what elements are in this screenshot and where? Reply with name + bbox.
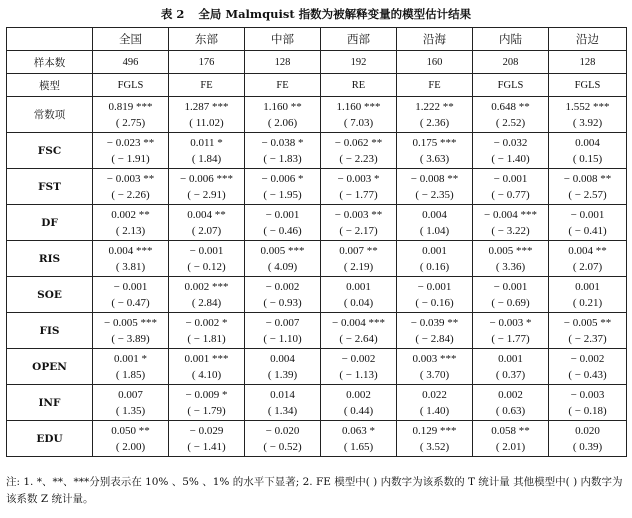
coefficient-value: − 0.006 * bbox=[261, 172, 304, 185]
sample-size-cell: 176 bbox=[169, 51, 245, 74]
column-header: 全国 bbox=[93, 28, 169, 51]
coefficient-row bbox=[7, 169, 627, 205]
coefficient-value: 0.050 ** bbox=[111, 424, 150, 437]
model-cell: RE bbox=[321, 74, 397, 97]
test-statistic-value: ( 1.85) bbox=[115, 368, 146, 381]
coefficient-value: − 0.002 bbox=[341, 352, 376, 365]
row-label: 模型 bbox=[7, 74, 93, 97]
test-statistic-value: ( 0.15) bbox=[572, 152, 603, 165]
coefficient-value: 0.020 bbox=[575, 424, 600, 437]
test-statistic-value: ( 3.70) bbox=[419, 368, 450, 381]
coefficient-value: − 0.001 bbox=[493, 172, 528, 185]
estimate-cell bbox=[169, 277, 245, 313]
estimate-cell bbox=[397, 349, 473, 385]
model-cell: FE bbox=[169, 74, 245, 97]
test-statistic-value: ( − 0.43) bbox=[568, 368, 607, 381]
coefficient-value: − 0.001 bbox=[189, 244, 224, 257]
header-corner bbox=[7, 28, 93, 51]
test-statistic-value: ( − 1.81) bbox=[187, 332, 226, 345]
test-statistic-value: ( − 0.16) bbox=[415, 296, 454, 309]
test-statistic-value: ( − 0.47) bbox=[111, 296, 150, 309]
test-statistic-value: ( − 0.52) bbox=[263, 440, 302, 453]
coefficient-value: − 0.020 bbox=[265, 424, 300, 437]
coefficient-value: 0.003 *** bbox=[412, 352, 457, 365]
estimate-cell bbox=[321, 277, 397, 313]
coefficient-value: − 0.003 ** bbox=[106, 172, 155, 185]
estimate-cell bbox=[245, 313, 321, 349]
estimate-cell bbox=[473, 169, 549, 205]
test-statistic-value: ( 3.92) bbox=[572, 116, 603, 129]
coefficient-value: 0.004 ** bbox=[568, 244, 607, 257]
test-statistic-value: ( − 0.41) bbox=[568, 224, 607, 237]
coefficient-value: − 0.002 bbox=[570, 352, 605, 365]
coefficient-value: 0.175 *** bbox=[412, 136, 457, 149]
estimate-cell bbox=[93, 205, 169, 241]
test-statistic-value: ( 2.13) bbox=[115, 224, 146, 237]
row-label: SOE bbox=[7, 277, 93, 313]
model-cell: FE bbox=[245, 74, 321, 97]
coefficient-value: 0.004 *** bbox=[108, 244, 153, 257]
test-statistic-value: ( 2.00) bbox=[115, 440, 146, 453]
test-statistic-value: ( 0.39) bbox=[572, 440, 603, 453]
column-header: 西部 bbox=[321, 28, 397, 51]
estimate-cell bbox=[169, 241, 245, 277]
coefficient-value: − 0.008 ** bbox=[410, 172, 459, 185]
test-statistic-value: ( 11.02) bbox=[189, 116, 224, 129]
estimate-cell bbox=[245, 349, 321, 385]
estimate-cell bbox=[245, 205, 321, 241]
estimate-cell bbox=[93, 133, 169, 169]
estimate-cell bbox=[473, 385, 549, 421]
test-statistic-value: ( 4.09) bbox=[267, 260, 298, 273]
model-row bbox=[7, 74, 627, 97]
estimate-cell bbox=[321, 241, 397, 277]
coefficient-value: 0.004 bbox=[422, 208, 447, 221]
coefficient-value: 0.007 bbox=[118, 388, 143, 401]
coefficient-row bbox=[7, 133, 627, 169]
test-statistic-value: ( 3.52) bbox=[419, 440, 450, 453]
estimate-cell bbox=[473, 277, 549, 313]
coefficient-value: 0.002 bbox=[346, 388, 371, 401]
coefficient-value: − 0.001 bbox=[570, 208, 605, 221]
table-caption bbox=[0, 6, 632, 22]
test-statistic-value: ( 1.04) bbox=[419, 224, 450, 237]
test-statistic-value: ( 2.19) bbox=[343, 260, 374, 273]
coefficient-value: − 0.009 * bbox=[185, 388, 228, 401]
test-statistic-value: ( 1.84) bbox=[191, 152, 222, 165]
test-statistic-value: ( − 1.77) bbox=[339, 188, 378, 201]
test-statistic-value: ( 1.35) bbox=[115, 404, 146, 417]
test-statistic-value: ( 4.10) bbox=[191, 368, 222, 381]
coefficient-value: − 0.038 * bbox=[261, 136, 304, 149]
coefficient-value: − 0.039 ** bbox=[410, 316, 459, 329]
estimate-cell bbox=[169, 349, 245, 385]
estimate-cell bbox=[397, 133, 473, 169]
coefficient-value: − 0.008 ** bbox=[563, 172, 612, 185]
test-statistic-value: ( − 2.84) bbox=[415, 332, 454, 345]
coefficient-value: 0.002 bbox=[498, 388, 523, 401]
coefficient-value: 0.014 bbox=[270, 388, 295, 401]
test-statistic-value: ( − 0.46) bbox=[263, 224, 302, 237]
estimate-cell bbox=[169, 205, 245, 241]
test-statistic-value: ( 2.07) bbox=[572, 260, 603, 273]
column-header: 沿边 bbox=[549, 28, 627, 51]
estimate-cell bbox=[93, 421, 169, 457]
estimate-cell bbox=[321, 385, 397, 421]
test-statistic-value: ( − 2.26) bbox=[111, 188, 150, 201]
estimate-cell bbox=[93, 385, 169, 421]
estimate-cell bbox=[549, 241, 627, 277]
coefficient-value: − 0.001 bbox=[265, 208, 300, 221]
coefficient-value: 1.287 *** bbox=[184, 100, 229, 113]
test-statistic-value: ( − 2.57) bbox=[568, 188, 607, 201]
regression-table bbox=[6, 27, 627, 457]
estimate-cell bbox=[397, 421, 473, 457]
coefficient-value: 1.222 ** bbox=[415, 100, 454, 113]
estimate-cell bbox=[397, 205, 473, 241]
estimate-cell bbox=[321, 313, 397, 349]
test-statistic-value: ( 2.36) bbox=[419, 116, 450, 129]
coefficient-value: − 0.002 bbox=[265, 280, 300, 293]
estimate-cell bbox=[473, 349, 549, 385]
row-label: DF bbox=[7, 205, 93, 241]
row-label: FST bbox=[7, 169, 93, 205]
header-row bbox=[7, 28, 627, 51]
coefficient-value: − 0.007 bbox=[265, 316, 300, 329]
row-label: 常数项 bbox=[7, 97, 93, 133]
test-statistic-value: ( − 1.77) bbox=[491, 332, 530, 345]
sample-size-cell: 160 bbox=[397, 51, 473, 74]
estimate-cell bbox=[473, 241, 549, 277]
model-cell: FE bbox=[397, 74, 473, 97]
estimate-cell bbox=[93, 277, 169, 313]
test-statistic-value: ( 2.52) bbox=[495, 116, 526, 129]
estimate-cell bbox=[321, 97, 397, 133]
coefficient-row bbox=[7, 349, 627, 385]
test-statistic-value: ( − 1.83) bbox=[263, 152, 302, 165]
estimate-cell bbox=[549, 97, 627, 133]
estimate-cell bbox=[321, 169, 397, 205]
column-header: 沿海 bbox=[397, 28, 473, 51]
test-statistic-value: ( − 3.89) bbox=[111, 332, 150, 345]
test-statistic-value: ( 3.63) bbox=[419, 152, 450, 165]
test-statistic-value: ( 2.75) bbox=[115, 116, 146, 129]
sample-size-cell: 496 bbox=[93, 51, 169, 74]
coefficient-value: − 0.002 * bbox=[185, 316, 228, 329]
test-statistic-value: ( 2.06) bbox=[267, 116, 298, 129]
estimate-cell bbox=[397, 385, 473, 421]
coefficient-value: − 0.062 ** bbox=[334, 136, 383, 149]
coefficient-value: 0.648 ** bbox=[491, 100, 530, 113]
row-label: FIS bbox=[7, 313, 93, 349]
coefficient-value: 0.001 bbox=[575, 280, 600, 293]
estimate-cell bbox=[245, 169, 321, 205]
test-statistic-value: ( 1.39) bbox=[267, 368, 298, 381]
coefficient-value: − 0.029 bbox=[189, 424, 224, 437]
row-label: INF bbox=[7, 385, 93, 421]
estimate-cell bbox=[549, 349, 627, 385]
sample-size-cell: 192 bbox=[321, 51, 397, 74]
test-statistic-value: ( 1.40) bbox=[419, 404, 450, 417]
coefficient-value: 0.011 * bbox=[190, 136, 223, 149]
test-statistic-value: ( − 1.95) bbox=[263, 188, 302, 201]
coefficient-value: − 0.001 bbox=[493, 280, 528, 293]
coefficient-value: − 0.001 bbox=[113, 280, 148, 293]
test-statistic-value: ( − 0.93) bbox=[263, 296, 302, 309]
estimate-cell bbox=[169, 133, 245, 169]
estimate-cell bbox=[473, 313, 549, 349]
coefficient-value: 0.002 *** bbox=[184, 280, 229, 293]
sample-size-cell: 128 bbox=[245, 51, 321, 74]
estimate-cell bbox=[549, 421, 627, 457]
estimate-cell bbox=[321, 133, 397, 169]
coefficient-value: 0.004 bbox=[575, 136, 600, 149]
test-statistic-value: ( − 2.37) bbox=[568, 332, 607, 345]
test-statistic-value: ( − 0.12) bbox=[187, 260, 226, 273]
coefficient-value: − 0.023 ** bbox=[106, 136, 155, 149]
coefficient-value: 0.001 bbox=[346, 280, 371, 293]
test-statistic-value: ( 0.37) bbox=[495, 368, 526, 381]
model-cell: FGLS bbox=[549, 74, 627, 97]
estimate-cell bbox=[397, 241, 473, 277]
test-statistic-value: ( − 3.22) bbox=[491, 224, 530, 237]
coefficient-value: − 0.003 * bbox=[337, 172, 380, 185]
estimate-cell bbox=[473, 421, 549, 457]
test-statistic-value: ( 2.84) bbox=[191, 296, 222, 309]
coefficient-value: 0.001 bbox=[498, 352, 523, 365]
coefficient-value: 0.002 ** bbox=[111, 208, 150, 221]
coefficient-value: 0.007 ** bbox=[339, 244, 378, 257]
coefficient-value: − 0.032 bbox=[493, 136, 528, 149]
estimate-cell bbox=[93, 97, 169, 133]
test-statistic-value: ( 3.81) bbox=[115, 260, 146, 273]
test-statistic-value: ( − 2.35) bbox=[415, 188, 454, 201]
estimate-cell bbox=[397, 277, 473, 313]
sample-size-cell: 208 bbox=[473, 51, 549, 74]
coefficient-value: 0.001 * bbox=[114, 352, 147, 365]
test-statistic-value: ( − 1.79) bbox=[187, 404, 226, 417]
coefficient-row bbox=[7, 277, 627, 313]
test-statistic-value: ( 0.63) bbox=[495, 404, 526, 417]
estimate-cell bbox=[169, 385, 245, 421]
estimate-cell bbox=[549, 133, 627, 169]
test-statistic-value: ( 0.44) bbox=[343, 404, 374, 417]
estimate-cell bbox=[397, 169, 473, 205]
coefficient-row bbox=[7, 385, 627, 421]
test-statistic-value: ( 7.03) bbox=[343, 116, 374, 129]
sample-size-cell: 128 bbox=[549, 51, 627, 74]
estimate-cell bbox=[245, 97, 321, 133]
coefficient-value: 0.001 bbox=[422, 244, 447, 257]
test-statistic-value: ( 1.65) bbox=[343, 440, 374, 453]
test-statistic-value: ( − 0.69) bbox=[491, 296, 530, 309]
test-statistic-value: ( − 1.13) bbox=[339, 368, 378, 381]
test-statistic-value: ( 0.21) bbox=[572, 296, 603, 309]
coefficient-value: − 0.005 ** bbox=[563, 316, 612, 329]
coefficient-value: 0.005 *** bbox=[488, 244, 533, 257]
test-statistic-value: ( 2.07) bbox=[191, 224, 222, 237]
estimate-cell bbox=[93, 313, 169, 349]
coefficient-value: − 0.001 bbox=[417, 280, 452, 293]
coefficient-value: 0.129 *** bbox=[412, 424, 457, 437]
coefficient-value: 1.552 *** bbox=[565, 100, 610, 113]
coefficient-row bbox=[7, 97, 627, 133]
estimate-cell bbox=[245, 421, 321, 457]
coefficient-value: − 0.003 * bbox=[489, 316, 532, 329]
estimate-cell bbox=[93, 241, 169, 277]
coefficient-value: 1.160 ** bbox=[263, 100, 302, 113]
coefficient-value: 0.058 ** bbox=[491, 424, 530, 437]
estimate-cell bbox=[473, 133, 549, 169]
test-statistic-value: ( 1.34) bbox=[267, 404, 298, 417]
estimate-cell bbox=[245, 277, 321, 313]
coefficient-value: 0.819 *** bbox=[108, 100, 153, 113]
coefficient-value: 0.001 *** bbox=[184, 352, 229, 365]
estimate-cell bbox=[245, 241, 321, 277]
estimate-cell bbox=[93, 349, 169, 385]
coefficient-value: − 0.004 *** bbox=[484, 208, 537, 221]
estimate-cell bbox=[549, 313, 627, 349]
estimate-cell bbox=[549, 277, 627, 313]
estimate-cell bbox=[169, 169, 245, 205]
estimate-cell bbox=[549, 385, 627, 421]
coefficient-row bbox=[7, 313, 627, 349]
coefficient-value: 0.063 * bbox=[342, 424, 375, 437]
coefficient-value: 0.005 *** bbox=[260, 244, 305, 257]
row-label: EDU bbox=[7, 421, 93, 457]
test-statistic-value: ( − 1.10) bbox=[263, 332, 302, 345]
coefficient-value: − 0.005 *** bbox=[104, 316, 157, 329]
column-header: 内陆 bbox=[473, 28, 549, 51]
sample-size-row bbox=[7, 51, 627, 74]
row-label: 样本数 bbox=[7, 51, 93, 74]
estimate-cell bbox=[321, 421, 397, 457]
coefficient-row bbox=[7, 205, 627, 241]
model-cell: FGLS bbox=[93, 74, 169, 97]
estimate-cell bbox=[321, 349, 397, 385]
coefficient-value: 0.022 bbox=[422, 388, 447, 401]
test-statistic-value: ( 0.04) bbox=[343, 296, 374, 309]
coefficient-value: − 0.003 bbox=[570, 388, 605, 401]
column-header: 东部 bbox=[169, 28, 245, 51]
table-body bbox=[7, 51, 627, 457]
test-statistic-value: ( 3.36) bbox=[495, 260, 526, 273]
estimate-cell bbox=[473, 205, 549, 241]
coefficient-value: − 0.003 ** bbox=[334, 208, 383, 221]
coefficient-value: − 0.004 *** bbox=[332, 316, 385, 329]
coefficient-value: 1.160 *** bbox=[336, 100, 381, 113]
estimate-cell bbox=[473, 97, 549, 133]
table-number: 表 2 bbox=[160, 7, 185, 21]
coefficient-value: 0.004 bbox=[270, 352, 295, 365]
table-footnote: 注: 1. *、**、***分别表示在 10% 、5% 、1% 的水平下显著; 2. FE 模型中( ) 内数字为该系数的 T 统计量 其他模型中( ) 内数字为该系数 Z 统计量。 bbox=[6, 476, 623, 505]
coefficient-row bbox=[7, 241, 627, 277]
test-statistic-value: ( − 1.91) bbox=[111, 152, 150, 165]
estimate-cell bbox=[169, 421, 245, 457]
estimate-cell bbox=[549, 169, 627, 205]
test-statistic-value: ( 2.01) bbox=[495, 440, 526, 453]
estimate-cell bbox=[397, 313, 473, 349]
row-label: FSC bbox=[7, 133, 93, 169]
estimate-cell bbox=[93, 169, 169, 205]
model-cell: FGLS bbox=[473, 74, 549, 97]
test-statistic-value: ( − 0.77) bbox=[491, 188, 530, 201]
coefficient-value: − 0.006 *** bbox=[180, 172, 233, 185]
row-label: RIS bbox=[7, 241, 93, 277]
test-statistic-value: ( − 0.18) bbox=[568, 404, 607, 417]
table-title: 全局 Malmquist 指数为被解释变量的模型估计结果 bbox=[198, 7, 472, 21]
estimate-cell bbox=[245, 385, 321, 421]
column-header: 中部 bbox=[245, 28, 321, 51]
estimate-cell bbox=[169, 313, 245, 349]
test-statistic-value: ( − 1.41) bbox=[187, 440, 226, 453]
test-statistic-value: ( − 2.91) bbox=[187, 188, 226, 201]
estimate-cell bbox=[397, 97, 473, 133]
estimate-cell bbox=[169, 97, 245, 133]
test-statistic-value: ( − 2.23) bbox=[339, 152, 378, 165]
test-statistic-value: ( − 1.40) bbox=[491, 152, 530, 165]
coefficient-value: 0.004 ** bbox=[187, 208, 226, 221]
estimate-cell bbox=[245, 133, 321, 169]
row-label: OPEN bbox=[7, 349, 93, 385]
test-statistic-value: ( 0.16) bbox=[419, 260, 450, 273]
coefficient-row bbox=[7, 421, 627, 457]
estimate-cell bbox=[549, 205, 627, 241]
test-statistic-value: ( − 2.64) bbox=[339, 332, 378, 345]
test-statistic-value: ( − 2.17) bbox=[339, 224, 378, 237]
estimate-cell bbox=[321, 205, 397, 241]
